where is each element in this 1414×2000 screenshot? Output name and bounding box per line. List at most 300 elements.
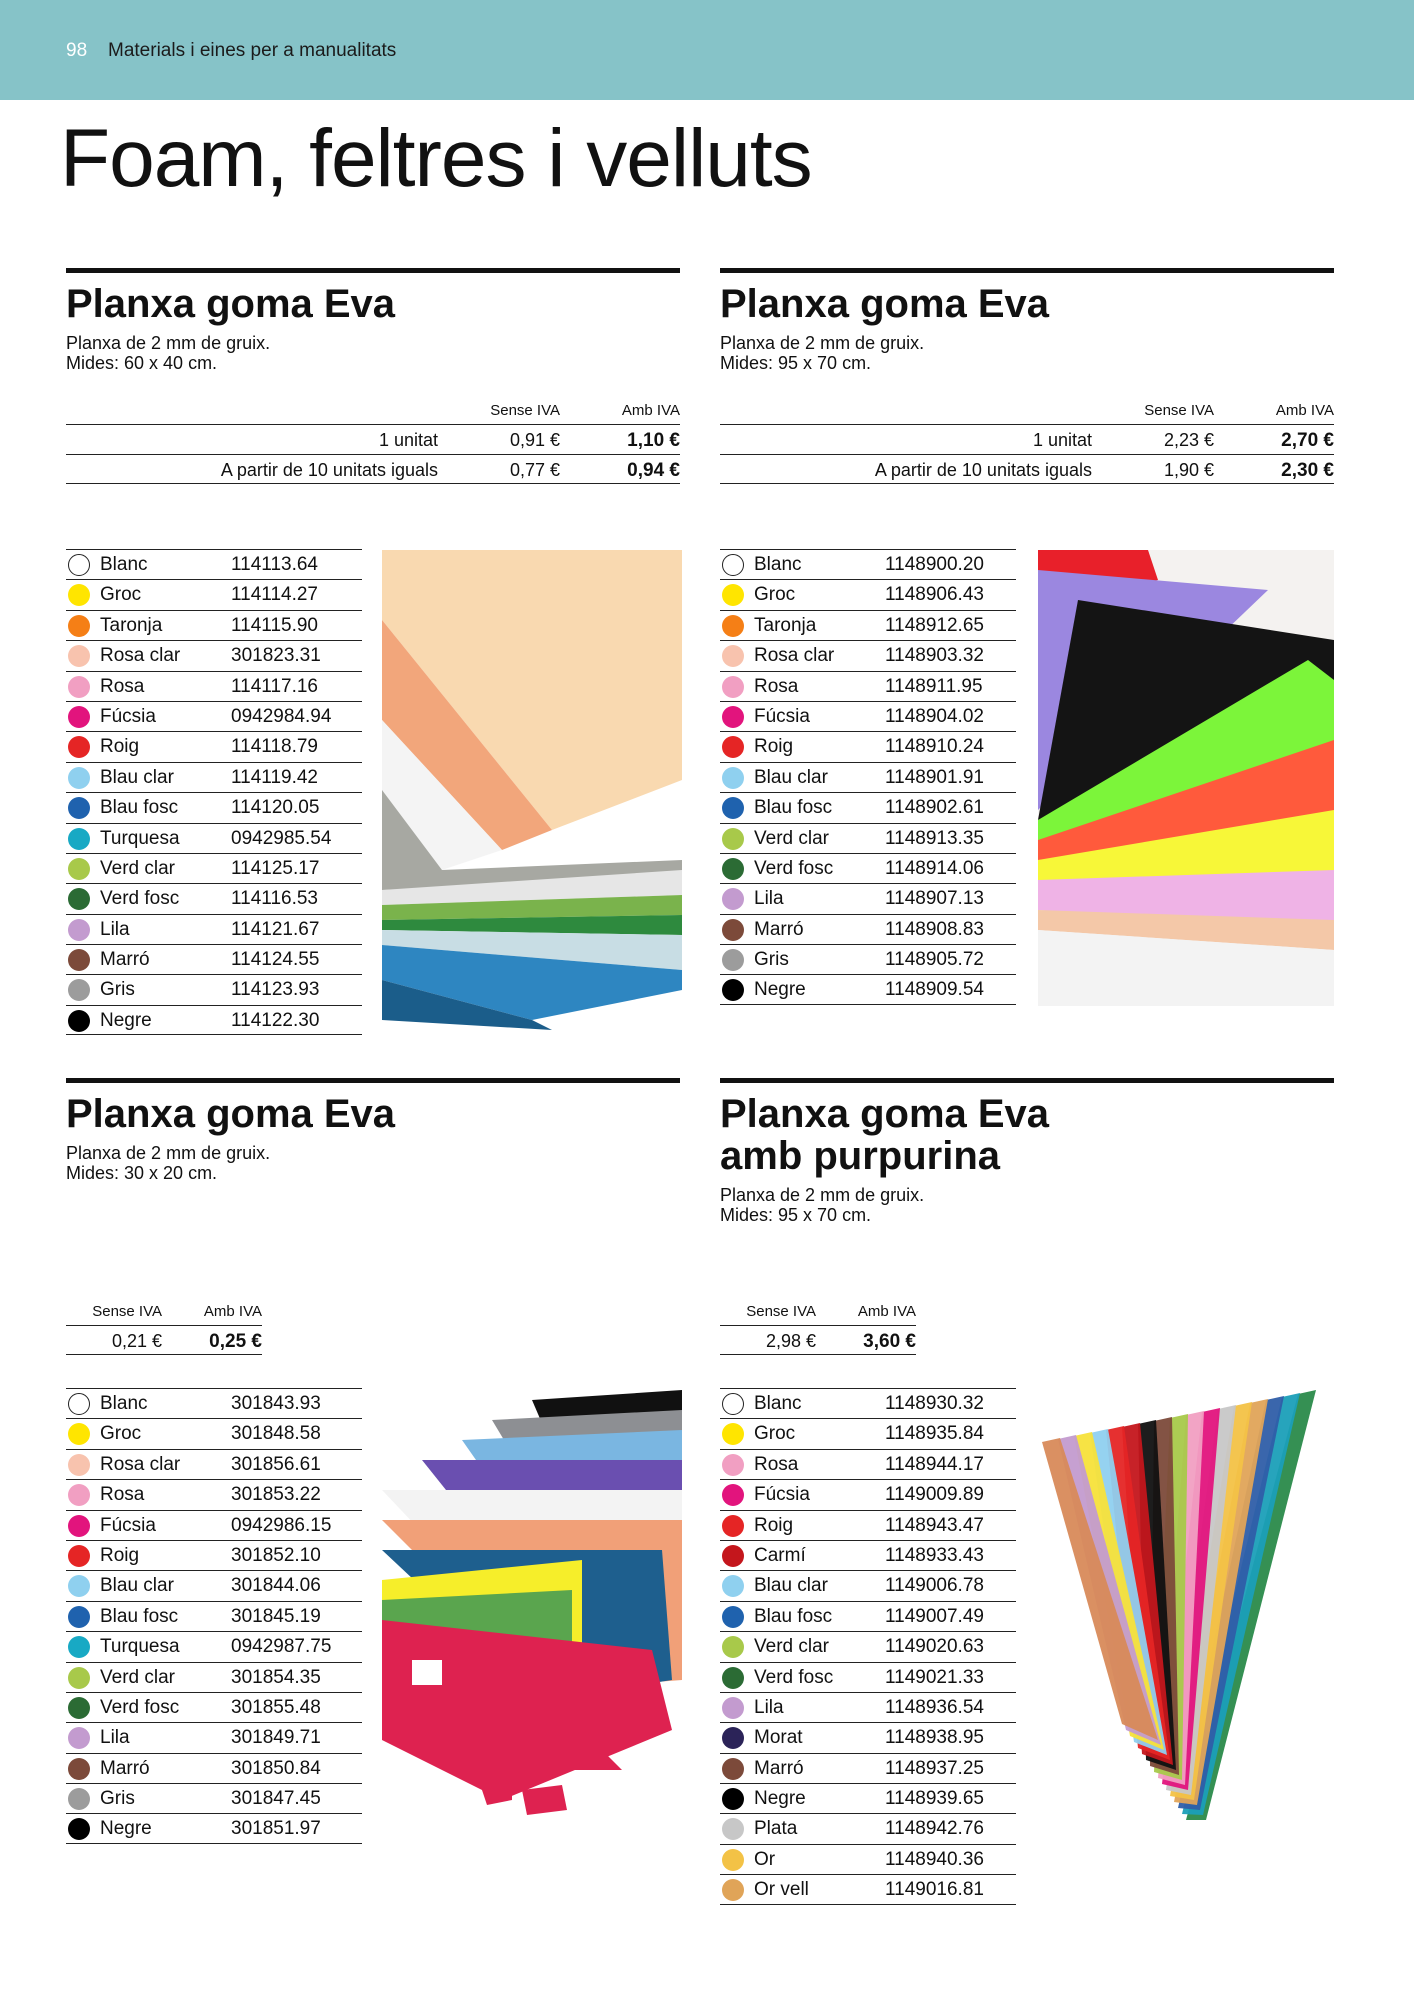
color-swatch-icon	[68, 1667, 90, 1689]
color-swatch-icon	[68, 645, 90, 667]
color-swatch-icon	[68, 1788, 90, 1810]
color-code: 1148906.43	[885, 584, 984, 606]
color-name: Gris	[754, 949, 789, 971]
color-code: 301845.19	[231, 1605, 321, 1627]
color-swatch-icon	[68, 615, 90, 637]
color-row	[720, 1813, 1016, 1843]
price-amb-iva: 2,70 €	[1281, 430, 1334, 451]
price-qty: 1 unitat	[378, 430, 438, 450]
color-row	[720, 974, 1016, 1004]
color-row	[720, 1570, 1016, 1600]
color-code: 1148938.95	[885, 1727, 984, 1749]
color-name: Or vell	[754, 1879, 809, 1901]
color-name: Verd fosc	[754, 857, 834, 879]
price-header-amb-iva: Amb IVA	[857, 1303, 916, 1320]
color-row	[66, 640, 362, 670]
color-code: 1148937.25	[885, 1757, 984, 1779]
color-name: Rosa clar	[100, 645, 181, 667]
color-name: Blau fosc	[754, 1605, 833, 1627]
color-swatch-icon	[68, 676, 90, 698]
color-list-4	[720, 1388, 1016, 1905]
header-bar	[0, 0, 1414, 100]
color-row	[66, 1570, 362, 1600]
product-desc-size: Mides: 60 x 40 cm.	[66, 353, 218, 373]
product-image-eva-sheets-30x20	[382, 1380, 682, 1820]
product-desc-size: Mides: 30 x 20 cm.	[66, 1163, 218, 1183]
color-row	[720, 1418, 1016, 1448]
section-rule	[66, 1078, 680, 1083]
color-name: Verd clar	[754, 827, 829, 849]
price-header-amb-iva: Amb IVA	[1275, 402, 1334, 419]
color-row	[66, 883, 362, 913]
color-code: 301853.22	[231, 1484, 321, 1506]
color-swatch-icon	[68, 1697, 90, 1719]
color-code: 1148933.43	[885, 1544, 984, 1566]
color-swatch-icon	[722, 1727, 744, 1749]
product-block-3	[66, 1078, 680, 1183]
color-row	[720, 1540, 1016, 1570]
color-swatch-icon	[722, 1788, 744, 1810]
color-code: 1148940.36	[885, 1848, 984, 1870]
product-image-eva-sheets-60x40	[382, 550, 682, 1030]
color-name: Roig	[754, 736, 794, 758]
color-code: 114117.16	[231, 675, 318, 697]
color-row	[720, 883, 1016, 913]
color-name: Rosa	[754, 675, 799, 697]
price-sense-iva: 2,23 €	[1163, 430, 1214, 450]
color-swatch-icon	[68, 706, 90, 728]
color-list-2	[720, 549, 1016, 1005]
color-swatch-icon	[722, 888, 744, 910]
color-row	[720, 1874, 1016, 1904]
color-code: 1148913.35	[885, 827, 984, 849]
color-name: Fúcsia	[754, 1484, 810, 1506]
color-name: Verd clar	[100, 1666, 175, 1688]
color-code: 301823.31	[231, 645, 321, 667]
color-code: 114114.27	[231, 584, 318, 606]
color-name: Groc	[754, 584, 796, 606]
section-rule	[720, 1078, 1334, 1083]
color-row	[720, 1722, 1016, 1752]
color-name: Negre	[100, 1818, 152, 1840]
color-code: 1148910.24	[885, 736, 984, 758]
color-row	[66, 1418, 362, 1448]
color-row	[720, 1631, 1016, 1661]
color-list-3	[66, 1388, 362, 1844]
color-swatch-icon	[722, 1636, 744, 1658]
color-name: Marró	[754, 1757, 804, 1779]
color-swatch-icon	[722, 645, 744, 667]
color-swatch-icon	[68, 584, 90, 606]
color-name: Fúcsia	[754, 705, 810, 727]
color-row	[66, 823, 362, 853]
color-swatch-icon	[722, 1758, 744, 1780]
price-amb-iva: 0,94 €	[627, 460, 680, 481]
price-header-amb-iva: Amb IVA	[203, 1303, 262, 1320]
color-name: Morat	[754, 1727, 803, 1749]
color-swatch-icon	[68, 1575, 90, 1597]
color-name: Blanc	[100, 1393, 148, 1414]
color-code: 301852.10	[231, 1544, 321, 1566]
color-code: 0942985.54	[231, 827, 332, 849]
price-header-amb-iva: Amb IVA	[621, 402, 680, 419]
color-row	[720, 823, 1016, 853]
color-row	[720, 944, 1016, 974]
color-code: 1148914.06	[885, 857, 984, 879]
color-name: Blau fosc	[754, 797, 833, 819]
color-code: 114115.90	[231, 614, 318, 636]
color-swatch-icon	[68, 554, 90, 576]
color-swatch-icon	[68, 1484, 90, 1506]
color-swatch-icon	[722, 676, 744, 698]
color-code: 301856.61	[231, 1453, 321, 1475]
product-desc-thickness: Planxa de 2 mm de gruix.	[66, 333, 271, 353]
color-name: Roig	[100, 1544, 140, 1566]
color-code: 114120.05	[231, 797, 320, 819]
color-swatch-icon	[68, 1393, 90, 1415]
color-code: 114125.17	[231, 857, 320, 879]
price-header-sense-iva: Sense IVA	[92, 1303, 162, 1320]
price-table-4	[720, 1301, 916, 1355]
color-swatch-icon	[68, 1636, 90, 1658]
color-code: 114118.79	[231, 736, 318, 758]
color-swatch-icon	[68, 858, 90, 880]
color-swatch-icon	[722, 949, 744, 971]
price-table-3	[66, 1301, 262, 1355]
price-amb-iva: 0,25 €	[209, 1331, 262, 1352]
color-row	[66, 1540, 362, 1570]
price-sense-iva: 1,90 €	[1163, 460, 1214, 480]
color-name: Gris	[100, 979, 135, 1001]
color-row	[66, 1449, 362, 1479]
color-name: Blanc	[100, 554, 148, 575]
color-code: 0942986.15	[231, 1514, 332, 1536]
color-list-1	[66, 549, 362, 1035]
color-swatch-icon	[722, 736, 744, 758]
color-code: 1148935.84	[885, 1423, 984, 1445]
color-name: Or	[754, 1848, 776, 1870]
color-row	[720, 1692, 1016, 1722]
page-number: 98	[66, 40, 88, 61]
color-name: Roig	[754, 1514, 794, 1536]
color-swatch-icon	[722, 828, 744, 850]
color-swatch-icon	[722, 1667, 744, 1689]
color-swatch-icon	[722, 1454, 744, 1476]
color-name: Groc	[100, 584, 142, 606]
color-row	[720, 1844, 1016, 1874]
color-code: 301844.06	[231, 1575, 321, 1597]
color-row	[66, 1005, 362, 1035]
product-desc-thickness: Planxa de 2 mm de gruix.	[720, 1185, 925, 1205]
color-code: 1149021.33	[885, 1666, 984, 1688]
color-code: 1148908.83	[885, 918, 984, 940]
color-row	[66, 1510, 362, 1540]
product-title: Planxa goma Eva	[66, 1092, 396, 1136]
color-row	[66, 1479, 362, 1509]
color-row	[720, 701, 1016, 731]
color-code: 1148930.32	[885, 1393, 984, 1414]
color-code: 301855.48	[231, 1696, 321, 1718]
color-swatch-icon	[722, 1606, 744, 1628]
color-code: 114116.53	[231, 888, 318, 910]
color-row	[66, 1388, 362, 1418]
section-title: Materials i eines per a manualitats	[108, 40, 397, 61]
color-swatch-icon	[722, 1515, 744, 1537]
color-code: 1149006.78	[885, 1575, 984, 1597]
color-code: 1148944.17	[885, 1453, 984, 1475]
color-code: 1148901.91	[885, 766, 984, 788]
price-header-sense-iva: Sense IVA	[490, 402, 560, 419]
color-name: Roig	[100, 736, 140, 758]
color-row	[66, 610, 362, 640]
product-desc-thickness: Planxa de 2 mm de gruix.	[66, 1143, 271, 1163]
color-name: Gris	[100, 1788, 135, 1810]
color-name: Verd clar	[754, 1636, 829, 1658]
color-swatch-icon	[722, 979, 744, 1001]
color-code: 1148907.13	[885, 888, 984, 910]
color-code: 1148909.54	[885, 979, 984, 1001]
color-name: Negre	[754, 1788, 806, 1810]
color-name: Fúcsia	[100, 705, 156, 727]
price-qty: 1 unitat	[1032, 430, 1092, 450]
color-swatch-icon	[722, 1575, 744, 1597]
price-sense-iva: 0,21 €	[111, 1331, 162, 1351]
color-name: Rosa clar	[100, 1453, 181, 1475]
color-swatch-icon	[722, 1697, 744, 1719]
color-row	[720, 1753, 1016, 1783]
color-swatch-icon	[68, 828, 90, 850]
price-sense-iva: 2,98 €	[765, 1331, 816, 1351]
color-name: Blau clar	[100, 766, 174, 788]
color-row	[66, 701, 362, 731]
color-name: Blau clar	[100, 1575, 174, 1597]
color-swatch-icon	[722, 554, 744, 576]
color-name: Lila	[100, 918, 130, 940]
color-row	[66, 1601, 362, 1631]
color-swatch-icon	[722, 706, 744, 728]
color-row	[720, 731, 1016, 761]
color-name: Rosa	[100, 675, 145, 697]
color-code: 114123.93	[231, 979, 320, 1001]
color-swatch-icon	[68, 1818, 90, 1840]
product-image-eva-sheets-95x70	[1038, 550, 1334, 1006]
color-swatch-icon	[68, 1454, 90, 1476]
color-code: 301854.35	[231, 1666, 321, 1688]
color-name: Blanc	[754, 1393, 802, 1414]
color-swatch-icon	[68, 1758, 90, 1780]
color-swatch-icon	[68, 1010, 90, 1032]
color-row	[66, 853, 362, 883]
color-name: Turquesa	[100, 1636, 180, 1658]
color-name: Carmí	[754, 1544, 806, 1566]
color-swatch-icon	[722, 767, 744, 789]
color-row	[720, 792, 1016, 822]
color-swatch-icon	[68, 888, 90, 910]
color-code: 301848.58	[231, 1423, 321, 1445]
color-code: 1149016.81	[885, 1879, 984, 1901]
product-desc-thickness: Planxa de 2 mm de gruix.	[720, 333, 925, 353]
color-code: 1148943.47	[885, 1514, 984, 1536]
color-code: 114121.67	[231, 918, 320, 940]
color-row	[66, 944, 362, 974]
color-swatch-icon	[722, 1818, 744, 1840]
price-amb-iva: 3,60 €	[863, 1331, 916, 1352]
color-swatch-icon	[68, 949, 90, 971]
color-name: Blau fosc	[100, 1605, 179, 1627]
color-code: 1148936.54	[885, 1696, 984, 1718]
color-code: 1148902.61	[885, 797, 984, 819]
color-swatch-icon	[68, 1727, 90, 1749]
price-qty: A partir de 10 unitats iguals	[874, 460, 1092, 480]
color-code: 1148912.65	[885, 614, 984, 636]
color-row	[720, 549, 1016, 579]
color-swatch-icon	[722, 615, 744, 637]
color-row	[66, 1753, 362, 1783]
color-name: Blanc	[754, 554, 802, 575]
color-name: Negre	[100, 1009, 152, 1031]
color-name: Blau fosc	[100, 797, 179, 819]
color-row	[720, 1783, 1016, 1813]
color-code: 114122.30	[231, 1009, 320, 1031]
color-row	[66, 1722, 362, 1752]
color-swatch-icon	[722, 1849, 744, 1871]
color-swatch-icon	[68, 979, 90, 1001]
color-code: 301850.84	[231, 1757, 321, 1779]
color-row	[66, 1783, 362, 1813]
color-swatch-icon	[722, 1423, 744, 1445]
color-swatch-icon	[722, 858, 744, 880]
color-code: 301851.97	[231, 1818, 321, 1840]
color-row	[66, 671, 362, 701]
color-code: 114113.64	[231, 554, 318, 575]
color-name: Lila	[754, 1696, 784, 1718]
page-title: Foam, feltres i velluts	[60, 113, 812, 204]
product-title: Planxa goma Eva	[66, 282, 396, 326]
price-header-sense-iva: Sense IVA	[1144, 402, 1214, 419]
product-desc-size: Mides: 95 x 70 cm.	[720, 1205, 872, 1225]
color-name: Fúcsia	[100, 1514, 156, 1536]
color-name: Turquesa	[100, 827, 180, 849]
color-name: Groc	[100, 1423, 142, 1445]
color-name: Marró	[100, 949, 150, 971]
color-swatch-icon	[722, 919, 744, 941]
color-name: Marró	[754, 918, 804, 940]
color-row	[720, 1510, 1016, 1540]
color-name: Plata	[754, 1818, 798, 1840]
color-code: 301847.45	[231, 1788, 321, 1810]
price-header-sense-iva: Sense IVA	[746, 1303, 816, 1320]
color-name: Taronja	[100, 614, 163, 636]
color-swatch-icon	[68, 1515, 90, 1537]
color-row	[66, 762, 362, 792]
color-name: Taronja	[754, 614, 817, 636]
color-row	[720, 1479, 1016, 1509]
section-rule	[66, 268, 680, 273]
color-row	[66, 731, 362, 761]
color-code: 1148905.72	[885, 949, 984, 971]
color-swatch-icon	[722, 1484, 744, 1506]
color-row	[66, 1813, 362, 1843]
color-row	[720, 1449, 1016, 1479]
price-sense-iva: 0,77 €	[509, 460, 560, 480]
product-title: Planxa goma Eva	[720, 282, 1050, 326]
color-swatch-icon	[68, 767, 90, 789]
color-row	[66, 549, 362, 579]
product-title: Planxa goma Eva	[720, 1092, 1050, 1136]
color-name: Rosa clar	[754, 645, 835, 667]
color-name: Blau clar	[754, 1575, 828, 1597]
color-code: 301843.93	[231, 1393, 321, 1414]
price-table-2	[720, 400, 1334, 484]
product-image-eva-glitter-sheets	[1036, 1380, 1334, 1850]
color-code: 1148939.65	[885, 1788, 984, 1810]
color-row	[66, 1662, 362, 1692]
color-code: 114124.55	[231, 949, 320, 971]
color-row	[66, 1692, 362, 1722]
color-row	[66, 579, 362, 609]
color-swatch-icon	[68, 797, 90, 819]
color-name: Marró	[100, 1757, 150, 1779]
color-name: Negre	[754, 979, 806, 1001]
color-swatch-icon	[722, 1545, 744, 1567]
color-name: Lila	[754, 888, 784, 910]
color-row	[720, 610, 1016, 640]
color-name: Verd fosc	[754, 1666, 834, 1688]
color-row	[720, 1662, 1016, 1692]
color-row	[720, 853, 1016, 883]
color-row	[720, 1601, 1016, 1631]
color-code: 0942984.94	[231, 705, 332, 727]
color-swatch-icon	[68, 919, 90, 941]
color-code: 0942987.75	[231, 1636, 332, 1658]
color-row	[720, 579, 1016, 609]
color-code: 301849.71	[231, 1727, 321, 1749]
color-code: 1149009.89	[885, 1484, 984, 1506]
section-rule	[720, 268, 1334, 273]
color-row	[720, 914, 1016, 944]
color-name: Verd clar	[100, 857, 175, 879]
price-sense-iva: 0,91 €	[509, 430, 560, 450]
price-table-1	[66, 400, 680, 484]
product-desc-size: Mides: 95 x 70 cm.	[720, 353, 872, 373]
product-block-1	[66, 268, 680, 373]
color-name: Verd fosc	[100, 888, 180, 910]
color-name: Lila	[100, 1727, 130, 1749]
color-name: Verd fosc	[100, 1696, 180, 1718]
price-amb-iva: 1,10 €	[627, 430, 680, 451]
color-swatch-icon	[722, 1879, 744, 1901]
color-row	[720, 640, 1016, 670]
color-code: 1149020.63	[885, 1636, 984, 1658]
color-swatch-icon	[722, 584, 744, 606]
color-code: 1148911.95	[885, 675, 983, 697]
product-title-line2: amb purpurina	[720, 1134, 1001, 1178]
color-name: Rosa	[100, 1484, 145, 1506]
color-row	[720, 671, 1016, 701]
price-qty: A partir de 10 unitats iguals	[220, 460, 438, 480]
color-code: 1148903.32	[885, 645, 984, 667]
color-row	[66, 792, 362, 822]
color-code: 114119.42	[231, 766, 318, 788]
color-swatch-icon	[722, 1393, 744, 1415]
color-row	[66, 1631, 362, 1661]
color-code: 1148942.76	[885, 1818, 984, 1840]
color-swatch-icon	[68, 736, 90, 758]
color-name: Rosa	[754, 1453, 799, 1475]
color-row	[66, 974, 362, 1004]
color-row	[720, 762, 1016, 792]
price-amb-iva: 2,30 €	[1281, 460, 1334, 481]
